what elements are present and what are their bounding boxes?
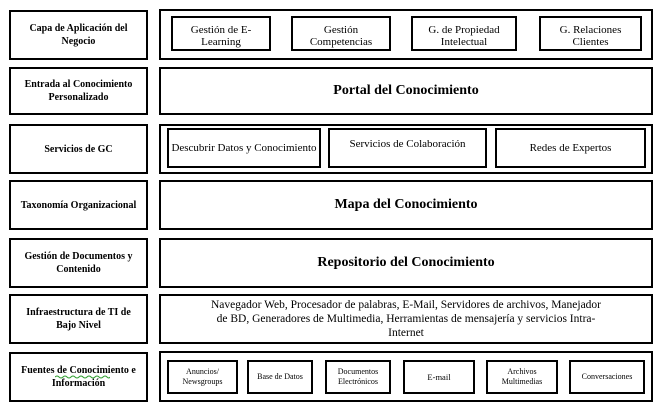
repositorio-conocimiento-box: Repositorio del Conocimiento (159, 238, 653, 288)
anuncios-box: Anuncios/ Newsgroups (167, 360, 238, 394)
competencias-box: Gestión Competencias (291, 16, 391, 51)
archivos-multimedia-box: Archivos Multimedias (486, 360, 558, 394)
portal-conocimiento-box: Portal del Conocimiento (159, 67, 653, 115)
redes-expertos-box: Redes de Expertos (495, 128, 646, 168)
descubrir-datos-box: Descubrir Datos y Conocimiento (167, 128, 321, 168)
e-learning-box: Gestión de E-Learning (171, 16, 271, 51)
layer-label-taxonomy: Taxonomía Organizacional (9, 180, 148, 230)
mapa-conocimiento-box: Mapa del Conocimiento (159, 180, 653, 230)
propiedad-intelectual-box: G. de Propiedad Intelectual (411, 16, 517, 51)
colaboracion-box: Servicios de Colaboración (328, 128, 487, 168)
spellcheck-underline (55, 375, 110, 379)
relaciones-clientes-box: G. Relaciones Clientes (539, 16, 642, 51)
layer-label-knowledge-sources: Fuentes de Conocimiento e Información (9, 352, 148, 402)
layer-label-knowledge-entry: Entrada al Conocimiento Personalizado (9, 67, 148, 115)
layer-label-it-infrastructure: Infraestructura de TI de Bajo Nivel (9, 294, 148, 344)
documentos-electronicos-box: Documentos Electrónicos (325, 360, 391, 394)
infraestructura-box: Navegador Web, Procesador de palabras, E-Mail, Servidores de archivos, Manejador de BD, Generadores de Multimedia, Herramientas de mensajería y servicios Intra-Internet (159, 294, 653, 344)
layer-label-document-management: Gestión de Documentos y Contenido (9, 238, 148, 288)
email-box: E-mail (403, 360, 475, 394)
conversaciones-box: Conversaciones (569, 360, 645, 394)
layer-label-business-application: Capa de Aplicación del Negocio (9, 10, 148, 60)
layer-label-gc-services: Servicios de GC (9, 124, 148, 174)
base-datos-box: Base de Datos (247, 360, 313, 394)
